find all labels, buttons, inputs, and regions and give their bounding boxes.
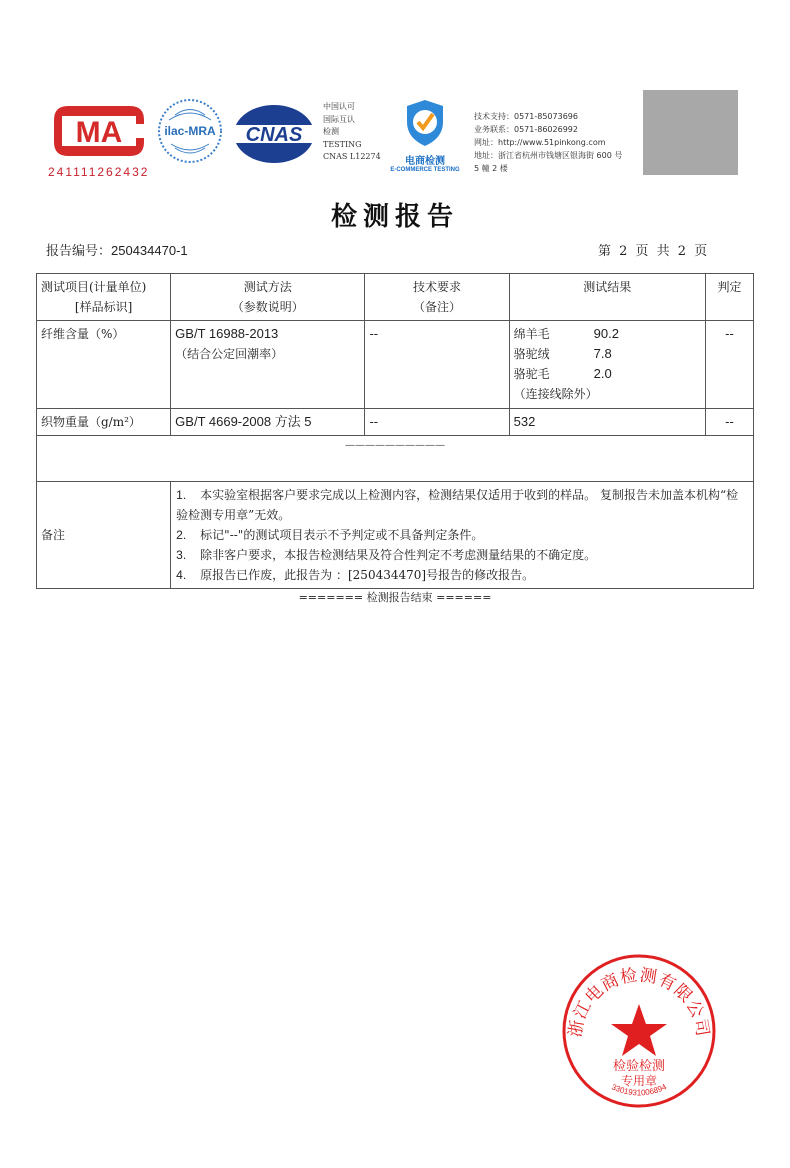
table-row: 织物重量（g/m²） GB/T 4669-2008 方法 5 -- 532 -- <box>37 409 754 436</box>
report-number: 报告编号：250434470-1 <box>46 243 188 259</box>
qr-code-redacted <box>643 90 738 175</box>
ilac-mra-logo <box>157 98 223 164</box>
cnas-accreditation-text: 中国认可 国际互认 检测 TESTING CNAS L12274 <box>323 102 381 161</box>
cma-logo <box>50 102 148 160</box>
cnas-logo <box>232 103 316 165</box>
svg-text:ilac-MRA: ilac-MRA <box>164 124 216 138</box>
svg-text:CNAS: CNAS <box>245 124 303 146</box>
table-header: 测试项目(计量单位) [样品标识] 测试方法 （参数说明） 技术要求 （备注） 测试结果 判定 <box>37 274 754 321</box>
cma-number: 241111262432 <box>48 165 150 179</box>
separator-row: —————————— <box>37 436 754 482</box>
contact-info: 技术支持：0571-85073696 业务联系：0571-86026992 网址：http://www.51pinkong.com 地址：浙江省杭州市钱塘区银海街 600 号 5 幢 2 楼 <box>474 112 623 173</box>
svg-text:MA: MA <box>75 116 123 149</box>
shield-check-icon <box>403 98 447 148</box>
star-icon <box>611 1004 667 1056</box>
svg-text:3301931006894: 3301931006894 <box>610 1082 668 1098</box>
report-end-marker: ======= 检测报告结束 ====== <box>298 591 492 604</box>
page-title: 检测报告 <box>330 202 459 232</box>
page-info: 第 2 页 共 2 页 <box>598 244 710 259</box>
notes-row: 备注 1. 本实验室根据客户要求完成以上检测内容，检测结果仅适用于收到的样品。 复制报告未加盖本机构“检验检测专用章”无效。 2. 标记"--"的测试项目表示不予判定或不具备判定条件。 3. 除非客户要求，本报告检测结果及符合性判定不考虑测量结果的不确定度。 4. 原报告已作废，此报告为 ：[250434470]号报告的修改报告。 <box>37 482 754 589</box>
table-row: 纤维含量（%） GB/T 16988-2013 （结合公定回潮率） -- 绵羊毛 90.2 骆驼绒 7.8 骆驼毛 2.0 （连接线除外） -- <box>37 321 754 409</box>
svg-text:检验检测: 检验检测 <box>612 1059 666 1074</box>
svg-text:浙江电商检测有限公司: 浙江电商检测有限公司 <box>565 965 713 1039</box>
svg-text:专用章: 专用章 <box>620 1074 658 1088</box>
official-seal <box>560 952 718 1110</box>
ecommerce-testing-logo: 电商检测 E-COMMERCE TESTING <box>389 98 461 174</box>
results-table <box>36 273 754 589</box>
